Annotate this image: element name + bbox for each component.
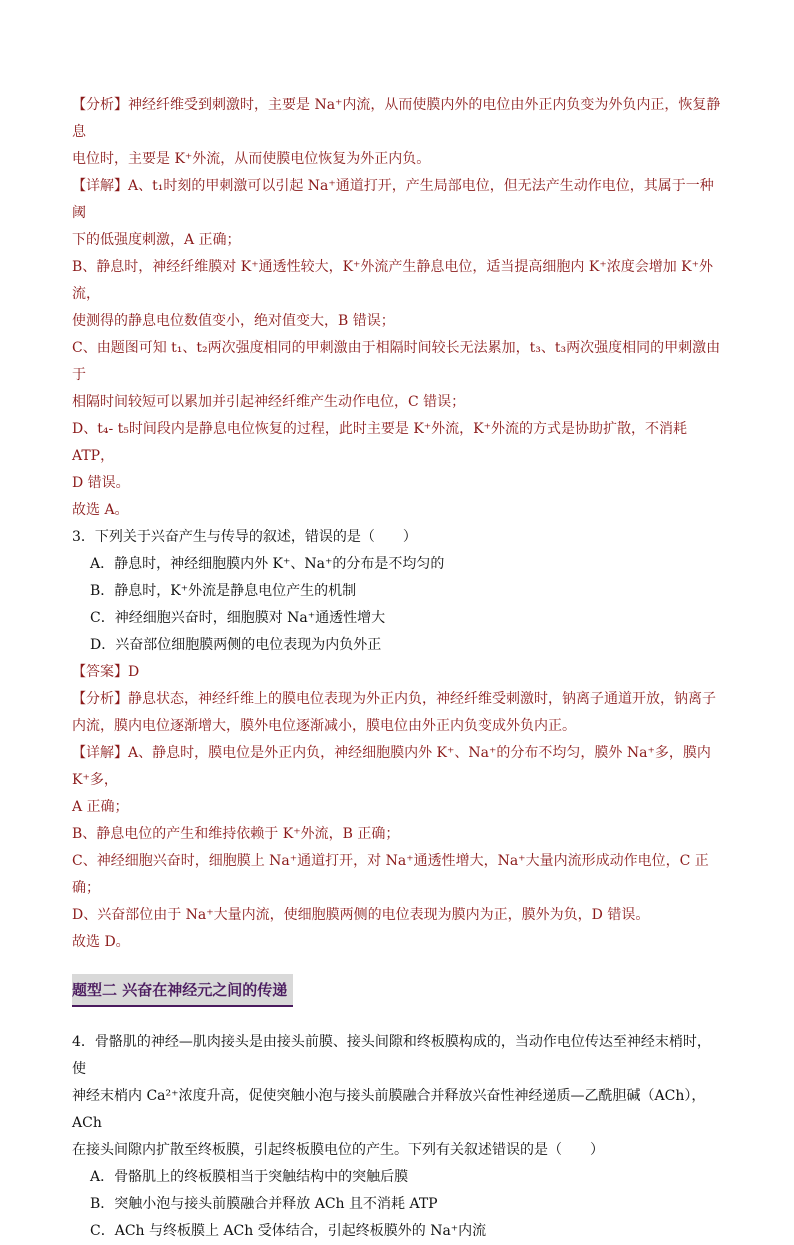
q3-detail-c: C、神经细胞兴奋时，细胞膜上 Na⁺通道打开，对 Na⁺通透性增大，Na⁺大量内流形成动作电位，C 正确； [72, 853, 709, 896]
document-page [72, 92, 724, 1245]
q3-analysis-tag: 【分析】 [72, 691, 128, 707]
question-3-option-c: C．神经细胞兴奋时，细胞膜对 Na⁺通透性增大 [90, 610, 386, 626]
question-3-option-d: D．兴奋部位细胞膜两侧的电位表现为内负外正 [90, 637, 382, 653]
question-3-stem: 3．下列关于兴奋产生与传导的叙述，错误的是（ ） [72, 529, 417, 545]
analysis-paragraph [72, 92, 724, 146]
detail-a-line1: A、t₁时刻的甲刺激可以引起 Na⁺通道打开，产生局部电位，但无法产生动作电位，其属于一种阈 [72, 178, 714, 221]
q3-analysis-line1: 静息状态，神经纤维上的膜电位表现为外正内负，神经纤维受刺激时，钠离子通道开放，钠离子 [128, 691, 716, 707]
q3-analysis-line2: 内流，膜内电位逐渐增大，膜外电位逐渐减小，膜电位由外正内负变成外负内正。 [72, 718, 576, 734]
detail-tag: 【详解】 [72, 178, 128, 194]
detail-d-line2: D 错误。 [72, 475, 130, 491]
detail-b-line1: B、静息时，神经纤维膜对 K⁺通透性较大，K⁺外流产生静息电位，适当提高细胞内 K⁺浓度会增加 K⁺外流， [72, 259, 714, 302]
section-title: 题型二 兴奋在神经元之间的传递 [72, 974, 293, 1007]
analysis-text-line2: 电位时，主要是 K⁺外流，从而使膜电位恢复为外正内负。 [72, 151, 431, 167]
answer-value: D [128, 664, 140, 680]
analysis-text-line1: 神经纤维受到刺激时，主要是 Na⁺内流，从而使膜内外的电位由外正内负变为外负内正，恢复静息 [72, 97, 721, 140]
detail-b-line2: 使测得的静息电位数值变小，绝对值变大，B 错误； [72, 313, 395, 329]
detail-paragraph [72, 173, 724, 227]
q3-detail-b: B、静息电位的产生和维持依赖于 K⁺外流，B 正确； [72, 826, 400, 842]
detail-c-line1: C、由题图可知 t₁、t₂两次强度相同的甲刺激由于相隔时间较长无法累加，t₃、t₃两次强度相同的甲刺激由于 [72, 340, 721, 383]
question-4-stem-line2: 神经末梢内 Ca²⁺浓度升高，促使突触小泡与接头前膜融合并释放兴奋性神经递质—乙酰胆碱（ACh），ACh [72, 1088, 706, 1131]
question-4-stem-line3: 在接头间隙内扩散至终板膜，引起终板膜电位的产生。下列有关叙述错误的是（ ） [72, 1142, 604, 1158]
section-heading [72, 974, 724, 1007]
q3-analysis-paragraph [72, 686, 724, 713]
q3-detail-d: D、兴奋部位由于 Na⁺大量内流，使细胞膜两侧的电位表现为膜内为正，膜外为负，D 错误。 [72, 907, 650, 923]
q3-choice-conclusion: 故选 D。 [72, 934, 130, 950]
detail-a-line2: 下的低强度刺激，A 正确； [72, 232, 241, 248]
q3-detail-tag: 【详解】 [72, 745, 128, 761]
question-4-option-c: C．ACh 与终板膜上 ACh 受体结合，引起终板膜外的 Na⁺内流 [90, 1223, 487, 1239]
question-4-option-b: B．突触小泡与接头前膜融合并释放 ACh 且不消耗 ATP [90, 1196, 438, 1212]
question-4-stem-line1: 4．骨骼肌的神经—肌肉接头是由接头前膜、接头间隙和终板膜构成的，当动作电位传达至神经末梢时，使 [72, 1034, 711, 1077]
answer-tag: 【答案】 [72, 664, 128, 680]
q3-detail-a-line1: A、静息时，膜电位是外正内负，神经细胞膜内外 K⁺、Na⁺的分布不均匀，膜外 Na⁺多，膜内 K⁺多， [72, 745, 711, 788]
q3-detail-paragraph [72, 740, 724, 794]
q3-detail-a-line2: A 正确； [72, 799, 129, 815]
choice-conclusion: 故选 A。 [72, 502, 129, 518]
analysis-tag: 【分析】 [72, 97, 128, 113]
detail-d-line1: D、t₄- t₅时间段内是静息电位恢复的过程，此时主要是 K⁺外流，K⁺外流的方式是协助扩散，不消耗 ATP， [72, 421, 688, 464]
detail-c-line2: 相隔时间较短可以累加并引起神经纤维产生动作电位，C 错误； [72, 394, 466, 410]
question-3-option-a: A．静息时，神经细胞膜内外 K⁺、Na⁺的分布是不均匀的 [90, 556, 445, 572]
question-4-option-a: A．骨骼肌上的终板膜相当于突触结构中的突触后膜 [90, 1169, 409, 1185]
question-3-option-b: B．静息时，K⁺外流是静息电位产生的机制 [90, 583, 357, 599]
answer-line [72, 659, 724, 686]
